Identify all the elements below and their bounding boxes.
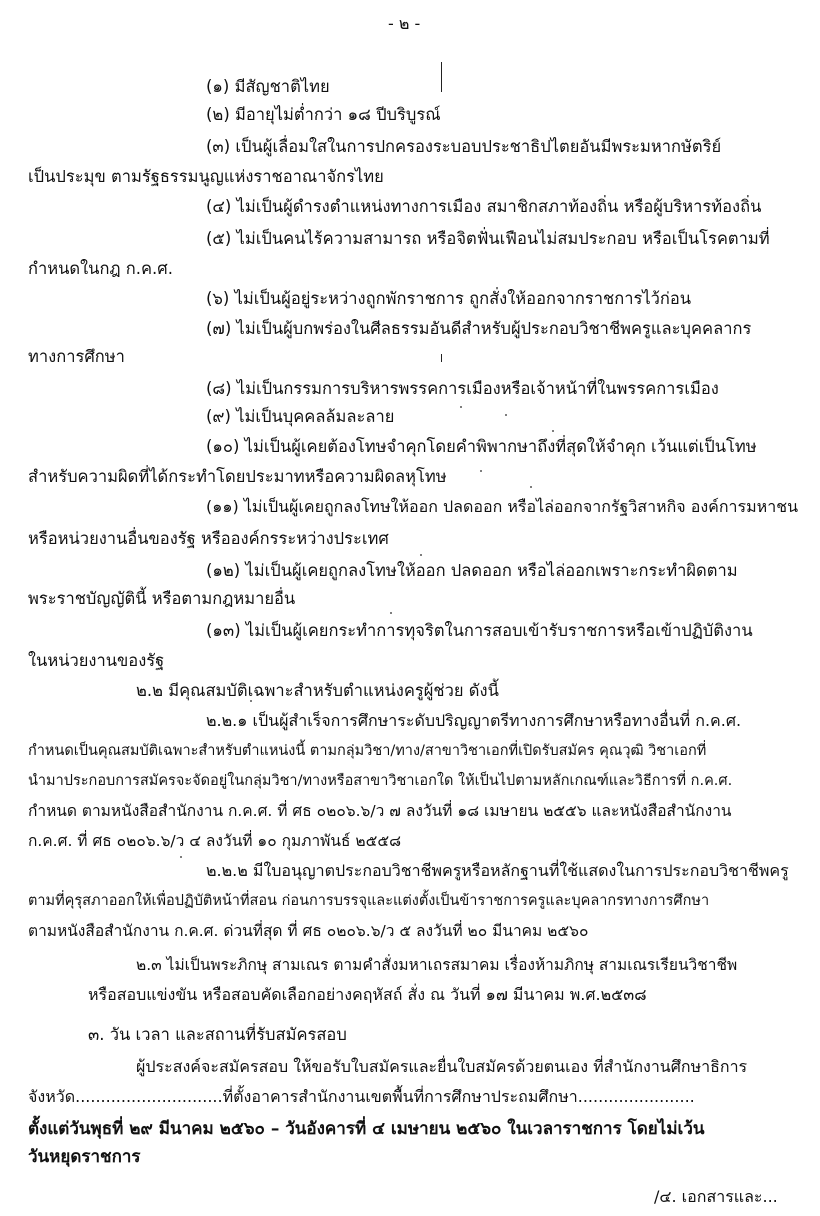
scan-speck bbox=[505, 414, 507, 416]
page-number: - ๒ - bbox=[388, 14, 421, 33]
item-2: (๒) มีอายุไม่ต่ำกว่า ๑๘ ปีบริบูรณ์ bbox=[206, 105, 441, 124]
section-3-line: ผู้ประสงค์จะสมัครสอบ ให้ขอรับใบสมัครและยื่นใบสมัครด้วยตนเอง ที่สำนักงานศึกษาธิการ bbox=[136, 1057, 748, 1076]
item-6: (๖) ไม่เป็นผู้อยู่ระหว่างถูกพักราชการ ถูกสั่งให้ออกจากราชการไว้ก่อน bbox=[206, 289, 692, 308]
scan-speck bbox=[530, 486, 532, 488]
section-3-line: จังหวัด.............................ที่ตั้งอาคารสำนักงานเขตพื้นที่การศึกษาประถมศึกษา....................... bbox=[28, 1087, 695, 1106]
item-3: (๓) เป็นผู้เลื่อมใสในการปกครองระบอบประชาธิปไตยอันมีพระมหากษัตริย์ bbox=[206, 137, 722, 156]
scan-speck bbox=[180, 856, 182, 858]
scan-mark bbox=[441, 354, 442, 362]
item-13: (๑๓) ไม่เป็นผู้เคยกระทำการทุจริตในการสอบเข้ารับราชการหรือเข้าปฏิบัติงาน bbox=[206, 621, 753, 640]
item-8: (๘) ไม่เป็นกรรมการบริหารพรรคการเมืองหรือเจ้าหน้าที่ในพรรคการเมือง bbox=[206, 379, 719, 398]
item-5-cont: กำหนดในกฎ ก.ค.ศ. bbox=[28, 259, 174, 278]
item-7-cont: ทางการศึกษา bbox=[28, 347, 125, 366]
item-4: (๔) ไม่เป็นผู้ดำรงตำแหน่งทางการเมือง สมาชิกสภาท้องถิ่น หรือผู้บริหารท้องถิ่น bbox=[206, 197, 762, 216]
continuation-text: /๔. เอกสารและ... bbox=[654, 1187, 778, 1206]
item-10-cont: สำหรับความผิดที่ได้กระทำโดยประมาทหรือความผิดลหุโทษ bbox=[28, 467, 447, 486]
section-2-2-heading: ๒.๒ มีคุณสมบัติเฉพาะสำหรับตำแหน่งครูผู้ช่วย ดังนี้ bbox=[136, 681, 499, 700]
item-9: (๙) ไม่เป็นบุคคลล้มละลาย bbox=[206, 407, 395, 426]
section-2-2-1-line: กำหนด ตามหนังสือสำนักงาน ก.ค.ศ. ที่ ศธ ๐๒๐๖.๖/ว ๗ ลงวันที่ ๑๘ เมษายน ๒๕๕๖ และหนังสือสำนักงาน bbox=[28, 802, 732, 820]
scan-mark bbox=[441, 62, 442, 92]
scan-speck bbox=[250, 700, 252, 702]
section-2-2-1-line: กำหนดเป็นคุณสมบัติเฉพาะสำหรับตำแหน่งนี้ ตามกลุ่มวิชา/ทาง/สาขาวิชาเอกที่เปิดรับสมัคร คุณวุฒิ วิชาเอกที่ bbox=[28, 743, 707, 759]
scan-speck bbox=[480, 470, 482, 472]
section-2-2-2-line: ตามที่คุรุสภาออกให้เพื่อปฏิบัติหน้าที่สอน ก่อนการบรรจุและแต่งตั้งเป็นข้าราชการครูและบุคลากรทางการศึกษา bbox=[28, 893, 710, 909]
scan-speck bbox=[420, 554, 422, 556]
item-12: (๑๒) ไม่เป็นผู้เคยถูกลงโทษให้ออก ปลดออก หรือไล่ออกเพราะกระทำผิดตาม bbox=[206, 561, 738, 580]
item-12-cont: พระราชบัญญัตินี้ หรือตามกฎหมายอื่น bbox=[28, 589, 296, 608]
section-2-2-2-line: ตามหนังสือสำนักงาน ก.ค.ศ. ด่วนที่สุด ที่ ศธ ๐๒๐๖.๖/ว ๕ ลงวันที่ ๒๐ มีนาคม ๒๕๖๐ bbox=[28, 922, 589, 940]
section-2-3-line: หรือสอบแข่งขัน หรือสอบคัดเลือกอย่างคฤหัสถ์ สั่ง ณ วันที่ ๑๗ มีนาคม พ.ศ.๒๕๓๘ bbox=[88, 985, 647, 1004]
item-11: (๑๑) ไม่เป็นผู้เคยถูกลงโทษให้ออก ปลดออก หรือไล่ออกจากรัฐวิสาหกิจ องค์การมหาชน bbox=[206, 497, 799, 516]
section-2-3-line: ๒.๓ ไม่เป็นพระภิกษุ สามเณร ตามคำสั่งมหาเถรสมาคม เรื่องห้ามภิกษุ สามเณรเรียนวิชาชีพ bbox=[136, 956, 738, 974]
item-13-cont: ในหน่วยงานของรัฐ bbox=[28, 651, 165, 670]
item-3-cont: เป็นประมุข ตามรัฐธรรมนูญแห่งราชอาณาจักรไทย bbox=[28, 167, 384, 186]
scan-speck bbox=[460, 406, 462, 408]
section-2-2-2-line: ๒.๒.๒ มีใบอนุญาตประกอบวิชาชีพครูหรือหลักฐานที่ใช้แสดงในการประกอบวิชาชีพครู bbox=[206, 861, 789, 880]
section-2-2-1-line: ๒.๒.๑ เป็นผู้สำเร็จการศึกษาระดับปริญญาตรีทางการศึกษาหรือทางอื่นที่ ก.ค.ศ. bbox=[206, 711, 742, 730]
scan-speck bbox=[390, 612, 392, 614]
section-3-heading: ๓. วัน เวลา และสถานที่รับสมัครสอบ bbox=[88, 1025, 347, 1044]
item-5: (๕) ไม่เป็นคนไร้ความสามารถ หรือจิตฟั่นเฟือนไม่สมประกอบ หรือเป็นโรคตามที่ bbox=[206, 229, 770, 248]
section-3-dates-line: ตั้งแต่วันพุธที่ ๒๙ มีนาคม ๒๕๖๐ – วันอังคารที่ ๔ เมษายน ๒๕๖๐ ในเวลาราชการ โดยไม่เว้น bbox=[28, 1119, 705, 1139]
item-10: (๑๐) ไม่เป็นผู้เคยต้องโทษจำคุกโดยคำพิพากษาถึงที่สุดให้จำคุก เว้นแต่เป็นโทษ bbox=[206, 437, 757, 456]
item-7: (๗) ไม่เป็นผู้บกพร่องในศีลธรรมอันดีสำหรับผู้ประกอบวิชาชีพครูและบุคคลากร bbox=[206, 319, 752, 338]
section-2-2-1-line: นำมาประกอบการสมัครจะจัดอยู่ในกลุ่มวิชา/ทางหรือสาขาวิชาเอกใด ให้เป็นไปตามหลักเกณฑ์และวิธีการที่ ก.ค.ศ. bbox=[28, 773, 733, 789]
item-1: (๑) มีสัญชาติไทย bbox=[206, 77, 330, 96]
item-11-cont: หรือหน่วยงานอื่นของรัฐ หรือองค์กรระหว่างประเทศ bbox=[28, 529, 389, 548]
section-3-dates-line: วันหยุดราชการ bbox=[28, 1147, 141, 1167]
scan-speck bbox=[552, 430, 554, 432]
section-2-2-1-line: ก.ค.ศ. ที่ ศธ ๐๒๐๖.๖/ว ๔ ลงวันที่ ๑๐ กุมภาพันธ์ ๒๕๕๘ bbox=[28, 832, 402, 850]
